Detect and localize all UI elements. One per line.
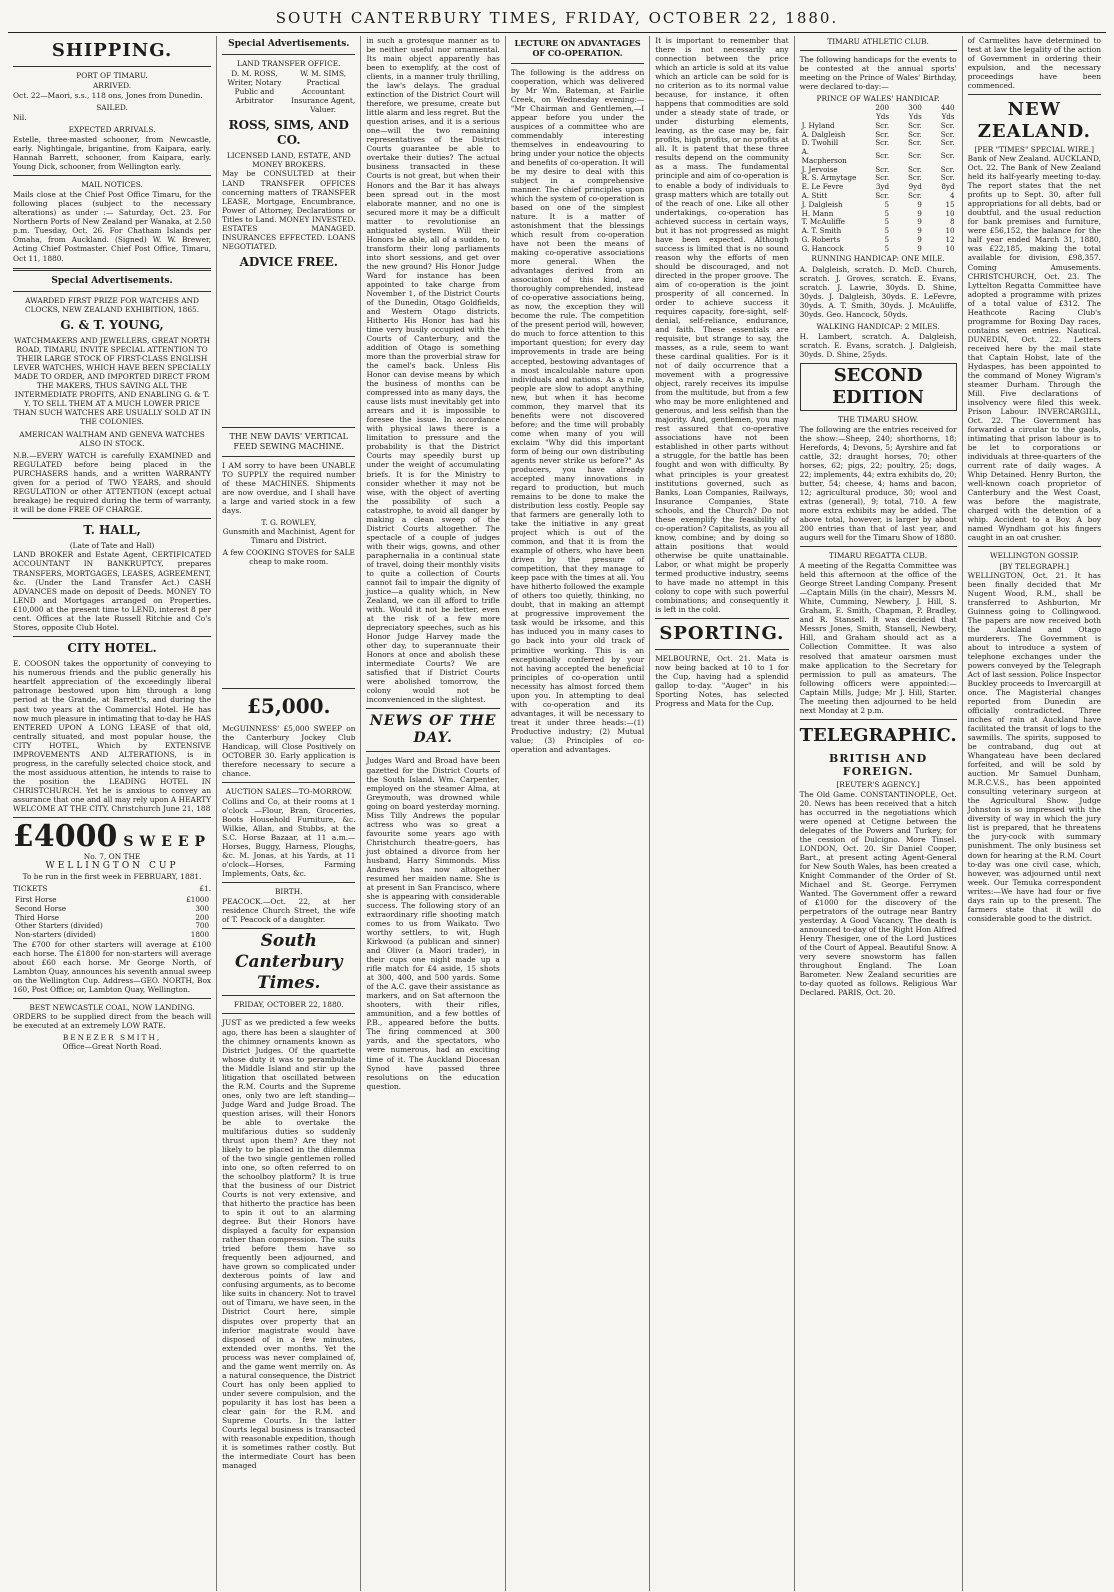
prize-amount: £1000 <box>186 894 210 904</box>
handicap-value: Scr. <box>907 138 922 148</box>
sweep-banner <box>13 818 212 854</box>
sweep-word: SWEEP <box>123 833 212 850</box>
handicap-value: Scr. <box>875 129 890 139</box>
tickets-price: £1. <box>199 883 212 893</box>
birth-heading: BIRTH. <box>275 887 303 897</box>
mail-heading: MAIL NOTICES. <box>81 180 143 190</box>
masthead: SOUTH CANTERBURY TIMES, FRIDAY, OCTOBER 22, 1880. <box>8 6 1106 33</box>
telegraph-line: [BY TELEGRAPH.] <box>999 561 1070 571</box>
pound-heading: £5,000. <box>247 694 331 719</box>
blank-space <box>222 569 355 684</box>
handicap-value: Scr. <box>875 191 890 200</box>
special-ads-heading: Special Advertisements. <box>51 275 173 286</box>
sweep-number: No. 7, ON THE <box>83 851 141 861</box>
prize-amount: 1800 <box>190 930 210 940</box>
handicap-value: 10 <box>945 208 955 218</box>
lecture-body: The following is the address on cooperation, which was delivered by Mr Wm. Bateman, at Fairlie Creek, on Wednesday evening:— "Mr Chairman and Gentlemen,—I appear before you under the auspices of a committee who are commendably interesting themselves in endeavouring to bring under your notice the objects and benefits of co-operation. It will be my desire to deal with this subject in a comprehensive manner. The chief principles upon which the system of co-operation is based on one of the simplest nature. It is a matter of astonishment that the blessings which result from co-operation have not been the means of making co-operative associations more general. When the advantages derived from an association of this kind, are thoroughly comprehended, instead of co-operative associations being, as now, the exception they will become the rule. The competition of the present period will, however, do much to force attention to this important question; for every day improvements in trade are being accepted, bestowing advantages of a most incalculable nature upon individuals and nations. As a rule, people are slow to adopt anything new, but when it has become common, they marvel that its benefits were not discovered before; and the time will probably come when many of you will exclaim "Why did this important form of being our own distributing agents never strike us before?" As producers, you have already accepted many innovations in regard to production, but much remains to be done to make the distribution less costly. People say that farmers are generally loth to take the initiative in any great project which is out of the common, and that it is from the example of others, who have been driven by the pressure of competition, that they manage to keep pace with the times at all. You have hitherto followed the example of others too quietly, thinking, no doubt, that in making an attempt at progressive improvement the task would be irksome, and this has induced you in many cases to go back into your old track of primitive working. This is an exceptionally conferred by your not having accepted the beneficial principles of co-operation until necessity has almost forced them upon you. In attempting to deal with co-operation and its advantages, it will be necessary to treat it under three heads:—(1) Productive industry; (2) Mutual value; (3) Principles of co-operation and advantages. <box>510 67 645 754</box>
handicap-value: 9yd <box>908 182 922 192</box>
nz-body: Bank of New Zealand. AUCKLAND, Oct. 22. The Bank of New Zealand held its half-yearly meeting to-day. The report states that the net profits up to Sept. 30, after full appropriations for all debts, bad or doubtful, and the usual reduction for bank premises and furniture, were £56,152, the balance for the half year ended March 31, 1880, was £22,185, making the total available for division, £98,357. Coming Amusements. CHRISTCHURCH, Oct. 23. The Lyttelton Regatta Committee have adopted a programme with prizes of a total value of £312. The Heathcote Racing Club's programme for Boxing Day races, contains seven entries. Nautical. DUNEDIN, Oct. 22. Letters received here by the mail state that Captain Hobst, late of the Hydaspes, has been appointed to the command of Money Wigram's steamer Durham. Through the Mill. Five declarations of insolvency were filed this week. Prison Labour. INVERCARGILL, Oct. 22. The Government has forwarded a circular to the gaols, intimating that prison labour is to be let to corporations or individuals at three-quarters of the current rate of daily wages. A Whip Detained. Henry Burton, the well-known coach proprietor of Canterbury and the West Coast, was before the magistrate, charged with the detention of a whip. Accident to a Boy. A boy named Wyndham got his fingers caught in an oat crusher. <box>967 154 1101 543</box>
divider <box>366 751 499 752</box>
handicap-value: 9 <box>917 217 922 227</box>
athletic-intro: The following handicaps for the events to be contested at the annual sports' meeting on the Prince of Wales' Birthday, were declared to-day:— <box>799 55 957 92</box>
column-2 <box>217 36 361 1591</box>
handicap-value: Scr. <box>907 191 922 200</box>
handicap-value: Scr. <box>940 164 955 174</box>
handicap-value: 9 <box>917 234 922 244</box>
handicap-value: 5 <box>884 243 890 253</box>
sporting-heading: SPORTING. <box>659 623 785 644</box>
prize-name: Other Starters (divided) <box>15 921 103 931</box>
handicap-value: Scr. <box>875 151 890 161</box>
divider <box>13 268 211 271</box>
expected-text: Estelle, three-masted schooner, from Newcastle, early. Nightingale, brigantine, from Kaipara, early. Hannah Barrett, schooner, from Kaipara, early. Young Dick, schooner, from Wellington early. <box>13 135 212 172</box>
athlete-name: J. Jervoise <box>801 164 838 174</box>
warranty-note: N.B.—EVERY WATCH is carefully EXAMINED and REGULATED before being placed in the PURCHASERS hands, and a written WARRANTY given for a period of TWO YEARS, and should REGULATION or other ATTENTION (except actual breakage) be required during the term of warranty, it will be done FREE OF CHARGE. <box>13 450 212 514</box>
prize-name: Second Horse <box>15 903 67 913</box>
hall-name: T. HALL, <box>83 522 141 537</box>
young-name: G. & T. YOUNG, <box>60 317 164 332</box>
divider <box>655 649 788 650</box>
stoves-text: A few COOKING STOVES for SALE cheap to make room. <box>222 548 355 567</box>
table-row <box>800 148 957 166</box>
special-wire: [PER "TIMES" SPECIAL WIRE.] <box>974 145 1095 155</box>
handicap-value: Scr. <box>940 138 955 148</box>
telegraphic-heading: TELEGRAPHIC. <box>799 724 957 746</box>
news-body: Judges Ward and Broad have been gazetted for the District Courts of the South Island. Wm. Carpenter, employed on the steamer Alma, at Greymouth, was drowned while going on board yesterday morning. Miss Tilly Andrews the popular actress who was so great a favourite some years ago with Christchurch theatre-goers, has just obtained a divorce from her husband, Harry Simmonds. Miss Andrews has now altogether resumed her maiden name. She is at present in San Francisco, where she is appearing with considerable success. The following story of an extraordinary rifle shooting match comes to us from Waikato. Two worthy settlers, to wit, Hugh Kirkwood (a publican and sinner) and Oliver (a Maori trader), in their cups one night made up a rifle match for £4 aside, 15 shots at 300, 400, and 500 yards. Some of the A.C. gave their assistance as markers, and on Sat afternoon the shooters, with their rifles, ammunition, and a few bottles of P.B., appeared before the butts. The firing commenced at 300 yards, and the spectators, who were numerous, had an exciting time of it. The Auckland Diocesan Synod have passed three resolutions on the education question. <box>366 756 500 1091</box>
handicap-value: 9 <box>917 226 922 236</box>
regatta-heading: TIMARU REGATTA CLUB. <box>829 551 928 561</box>
ross-sims-body: May be CONSULTED at their LAND TRANSFER OFFICES concerning matters of TRANSFER LEASE, Mortgage, Encumbrance, Power of Attorney, Declarations or Titles to Land. MONEY INVESTED. ESTATES MANAGED. INSURANCES EFFECTED. LOANS NEGOTIATED. <box>222 169 356 251</box>
sweep-amount: £4000 <box>13 818 118 854</box>
handicap-value: 12 <box>945 234 955 244</box>
coal-address: Office—Great North Road. <box>62 1042 162 1052</box>
rowley-subtitle: Gunsmith and Machinist, Agent for Timaru and District. <box>222 527 355 546</box>
divider <box>13 175 211 176</box>
gossip-body: WELLINGTON, Oct. 21. It has been finally decided that Mr Nugent Wood, R.M., shall be transferred to Ashburton, Mr Guinness going to Collingwood. The papers are now received both the Auckland and Otago murderers. The Government is about to introduce a system of telephone exchanges under the powers conveyed by the Telegraph Act of last session. Police Inspector Buckley proceeds to Invercargill at once. The Magisterial changes reported from Dunedin are officially contradicted. Three inches of rain at Auckland have facilitated the transit of logs to the sawmills. The spirits, supposed to be contraband, dug out at Whangateau have been declared forfeited, and will be sold by auction. Mr Samuel Dunham, M.R.C.V.S., has been appointed consulting veterinary surgeon at the Agricultural Show. Judge Johnston is so impressed with the diversity of way in which the jury list is prepared, that he threatens the jury-cock with summary punishment. The only business set down for hearing at the R.M. Court to-day was one civil case, which, however, was adjourned until next week. Our Temuka correspondent writes:—We have had four or five days rain up to the present. The farmers state that it will do considerable good to the district. <box>967 570 1101 923</box>
handicap-value: 5 <box>884 226 890 236</box>
prize-name: Non-starters (divided) <box>15 930 96 940</box>
athlete-name: T. McAuliffe <box>801 217 846 227</box>
sailed-text: Nil. <box>13 113 27 123</box>
land-office-heading: LAND TRANSFER OFFICE. <box>237 58 341 68</box>
handicap-value: Scr. <box>940 129 955 139</box>
divider <box>13 291 211 292</box>
award-text: AWARDED FIRST PRIZE FOR WATCHES AND CLOCKS, NEW ZEALAND EXHIBITION, 1865. <box>24 295 200 314</box>
ross-sims-header <box>222 69 355 114</box>
port-heading: PORT OF TIMARU. <box>76 70 148 80</box>
news-heading: NEWS OF THE DAY. <box>369 713 497 747</box>
tickets-line <box>13 884 211 893</box>
handicap-value: 5 <box>884 208 890 218</box>
athlete-name: H. Mann <box>801 208 834 218</box>
handicap-value: 9 <box>917 208 922 218</box>
prize-amount: 700 <box>195 921 210 931</box>
handicap-value: 10 <box>945 226 955 236</box>
sweep-cup: WELLINGTON CUP <box>45 860 179 871</box>
athlete-name: G. Hancock <box>801 243 844 253</box>
editorial-continued: in such a grotesque manner as to be neither useful nor ornamental. Its main object apparently has been to exemplify, at the cost of clients, in a manner truly thrilling, the law's delays. The gradual extinction of the District Court will therefore, we presume, create but little alarm and less regret. But the question arises, and it is a serious one—will the two remaining representatives of the District Courts guarantee be able to overtake their duties? The actual business transacted in these Courts is not great, but when their Honors and the Bar it has always been spread out in the most elaborate manner, and no one is secured more it may be a difficult matter to revolutionise an antiquated system. Will their Honors be able, all of a sudden, to transform their long parliaments into short sessions, and get over the new ground? His Honor Judge Ward for instance has been appointed to take charge from November 1, of the District Courts of the Dunedin, Otago Goldfields, and Western Otago districts. Hitherto His Honor has had his time very busily occupied with the Courts of Canterbury, and the addition of Otago is something more than the proverbial straw for the camel's back. Unless His Honor can devise means by which the business of months can be compressed into as many days, the cause lists must inevitably get into arrears and it is impossible to foresee the issue. In accordance with physical laws there is a limitation to pressure and the probability is that the District Courts may speedily burst up under the weight of accumulating briefs. It is for the Ministry to consider whether it may not be wise, with the object of averting the possibility of such a catastrophe, to avoid all danger by making a clean sweep of the District Courts altogether. The spectacle of a couple of judges with their wigs, gowns, and other paraphernalia in a continual state of travel, doing their monthly visits to quite a collection of Courts cannot fail to impair the dignity of justice—a quality which, in New Zealand, we can ill afford to trifle with. Would it not be better, even at the risk of a few more depreciatory speeches, such as his Honor Judge Harvey made the other day, to superannuate their Honors at once and abolish these intermediate Courts? We are satisfied that if District Courts were abolished tomorrow, the colony would not be inconvenienced in the slightest. <box>366 36 500 705</box>
divider <box>13 66 211 67</box>
paper-date: FRIDAY, OCTOBER 22, 1880. <box>233 1000 344 1010</box>
handicap-value: Scr. <box>907 120 922 130</box>
running-body: A. Dalgleish, scratch. D. McD. Church, scratch. J. Groves, scratch. E. Evans, scratch. J. Lawrie, 30yds. D. Shine, 30yds. J. Dalgleish, 30yds. E. LeFevre, 30yds. A. T. Smith, 30yds. J. McAuliffe, 30yds. Geo. Hancock, 50yds. <box>799 264 957 319</box>
divider <box>800 546 957 547</box>
pow-heading: PRINCE OF WALES' HANDICAP. <box>816 94 940 104</box>
walking-body: H. Lambert, scratch. A. Dalgleish, scratch. E. Evans, scratch. J. Dalgleish, 30yds. D. Shine, 25yds. <box>799 331 957 359</box>
ross-sims-subtitle: LICENSED LAND, ESTATE, AND MONEY BROKERS. <box>226 151 351 170</box>
reuter-line: [REUTER'S AGENCY.] <box>836 780 920 790</box>
mail-text: Mails close at the Chief Post Office Timaru, for the following places (subject to the necessary alterations) as under :— Saturday, Oct. 23. For Northern Ports of New Zealand per Wanaka, at 2.50 p.m. Tuesday, Oct. 26. For Chatham Islands per Omaha, from Auckland. (Signed) W. W. Brewer, Acting Chief Postmaster. Chief Post Office, Timaru, Oct 11, 1880. <box>13 190 212 263</box>
show-heading: THE TIMARU SHOW. <box>837 414 919 424</box>
athlete-name: A. Dalgleish <box>801 129 846 139</box>
column-header <box>800 104 859 122</box>
birth-body: PEACOCK.—Oct. 22, at her residence Church Street, the wife of T. Peacock of a daughter. <box>222 897 356 925</box>
city-hotel-heading: CITY HOTEL. <box>67 640 157 655</box>
column-header: 440 Yds <box>940 103 955 121</box>
handicap-value: Scr. <box>907 129 922 139</box>
handicap-value: 9 <box>917 199 922 209</box>
prize-name: First Horse <box>15 894 57 904</box>
arrived-label: ARRIVED. <box>92 80 132 90</box>
handicap-value: 4 <box>950 191 955 200</box>
handicap-value: Scr. <box>875 164 890 174</box>
athlete-name: A. Stitt <box>801 191 828 200</box>
column-6 <box>795 36 963 1591</box>
auction-heading: AUCTION SALES—TO-MORROW. <box>225 786 352 796</box>
divider <box>222 456 355 457</box>
ross-sims-name: ROSS, SIMS, AND CO. <box>228 118 349 147</box>
divider <box>13 636 211 637</box>
second-edition: SECOND EDITION <box>832 364 924 408</box>
ross-details: D. M. ROSS, Writer, Notary Public and Arbitrator <box>227 69 282 106</box>
handicap-value: Scr. <box>907 164 922 174</box>
table-row <box>800 245 957 254</box>
divider <box>655 618 788 619</box>
telegraphic-body: The Old Game. CONSTANTINOPLE, Oct. 20. News has been received that a hitch has occurred in the negotiations which were opened at Cetigne between the delegates of the Powers and Turkey, for the cession of Dulcigno. More Tinsel. LONDON, Oct. 20. Sir Daniel Cooper, Bart., at present acting Agent-General for New South Wales, has been created a Knight Commander of the Order of St. Michael and St. George. Ferrymen Wanted. The Government offer a reward of £1000 for the discovery of the perpetrators of the outrage near Bantry yesterday. A Good Vacancy. The death is announced to-day of the Right Hon Alfred Henry Thesiger, one of the Lord Justices of the Court of Appeal. Beautiful Snow. A very severe snowstorm has fallen throughout England. The Loan Barometer. New Zealand securities are to-day quoted as follows. Religious War Declared. PARIS, Oct. 20. <box>799 789 957 998</box>
divider <box>968 94 1101 95</box>
athlete-name: A. T. Smith <box>801 226 842 236</box>
athlete-name: A. Macpherson <box>801 147 847 165</box>
mcguinness-sweep: McGUINNESS' £5,000 SWEEP on the Canterbury Jockey Club Handicap, will Close Positively on OCTOBER 30. Early application is therefore necessary to secure a chance. <box>222 723 356 778</box>
arrived-text: Oct. 22—Maori, s.s., 118 ons, Jones from Dunedin. <box>13 91 203 101</box>
divider <box>222 882 355 883</box>
hall-body: LAND BROKER and Estate Agent, CERTIFICATED ACCOUNTANT IN BANKRUPTCY, prepares TRANSFERS, MORTGAGES, LEASES, AGREEMENT, &c. (Under the Land Transfer Act.) CASH ADVANCES made on deposit of Deeds. MONEY TO LEND and Mortgages arranged on Properties. £10,000 at the present time to LEND, interest 8 per cent. Offices at the late Russell Ritchie and Co's Stores, opposite Club Hotel. <box>13 550 212 632</box>
coal-body: ORDERS to be supplied direct from the beach will be executed at an extremely LOW RATE. <box>13 1012 212 1031</box>
divider <box>13 998 211 999</box>
prize-amount: 300 <box>195 903 210 913</box>
regatta-body: A meeting of the Regatta Committee was held this afternoon at the office of the George Street Landing Company. Present—Captain Mills (in the chair), Messrs M. White, Cumming, Newbery, J. Hill, S. Graham, E. Smith, Chapman, P. Bradley, and R. Stansell. It was decided that Messrs Jones, Smith, Stansell, Newbery, Hill, and Graham should act as a Collection Committee. It was also resolved that amateur oarsmen must make application to the Secretary for permission to pull as amateurs. The following officers were appointed:—Captain Mills, Judge; Mr J. Hill, Starter. The meeting then adjourned to be held next Monday at 2 p.m. <box>799 561 957 715</box>
divider <box>222 427 355 428</box>
show-body: The following are the entries received for the show:—Sheep, 240; shorthorns, 18; Herefords, 4; Devons, 5; Ayrshire and fat cattle, 32; draught horses, 70; other horses, 62; pigs, 22; poultry, 25; dogs, 22; implements, 44; extra exhibits do, 20; butter, 54; cheese, 4; hams and bacon, 12; agricultural produce, 30; wool and extras (general), 9; total, 710. A few more extra exhibits may be added. The above total, however, is larger by about 200 entries than that of last year, and augurs well for the Timaru Show of 1880. <box>799 424 957 543</box>
blank-space <box>222 273 355 423</box>
divider <box>222 1013 355 1014</box>
special-ads-heading-2: Special Advertisements. <box>228 39 350 49</box>
coal-signature: BENEZER SMITH, <box>62 1033 162 1043</box>
divider <box>13 518 211 519</box>
british-heading: BRITISH AND FOREIGN. <box>828 751 928 779</box>
column-header: 300 Yds <box>908 103 922 121</box>
divider <box>222 54 355 55</box>
sweep-note: The £700 for other starters will average at £100 each horse. The £1800 for non-starters will average about £60 each horse. Mr George North, of Lambton Quay, announces his seventh annual sweep on the Wellington Cup. Address—GEO. NORTH, Box 160, Post Office; or, Lambton Quay, Wellington. <box>13 939 212 995</box>
handicap-value: 5 <box>884 217 890 227</box>
lecture-heading: LECTURE ON ADVANTAGES OF CO-OPERATION. <box>514 38 641 58</box>
handicap-value: 8yd <box>941 182 955 192</box>
divider <box>800 50 957 51</box>
divider <box>366 708 499 709</box>
athletic-heading: TIMARU ATHLETIC CLUB. <box>827 37 929 46</box>
handicap-value: 5 <box>884 234 890 244</box>
walking-heading: WALKING HANDICAP: 2 MILES. <box>816 321 940 331</box>
table-row <box>13 931 211 940</box>
advice-free: ADVICE FREE. <box>239 254 338 269</box>
lecture-continued: It is important to remember that there is not necessarily any connection between the price which an article is sold at its value which an article can be sold for is no criterion as to its normal value because, for instance, it often happens that commodities are sold under a steady state of trade, or under disturbing elements, leaving, as the case may be, fair profits, high profits, or no profits at all. It is patent that these three results depend on the community as a mass. The fundamental principle and aim of co-operation is to enable a body of individuals to grasp matters which are totally out of the reach of one. Like all other undertakings, co-operation has achieved success in certain ways, but it has not progressed as might have been expected. Although success is limited that is no sound reason why the efforts of men should be discouraged, and not directed in the proper groove. The aim of co-operation is the joint prosperity of all concerned. In order to achieve success it requires capacity, fore-sight, self-denial, self-reliance, endurance, and faith. These essentials are requisite, but strange to say, the masses, as a rule, seem to want these cardinal qualities. For is it not of daily occurrence that a movement with a progressive object, rarely receives its impulse from the multitude, but from a few who may be more enlightened and generous, and less selfish than the majority. And, gentlemen, you may rest assured that co-operative associations have not been established in other parts without a struggle, for the battle has been fought and won with difficulty. By what principles is your greatest institutions governed, such as Banks, Loan Companies, Railways, Insurance Companies, State schools, and the Church? Do not these exemplify the feasibility of co-operation? Capitalists, as you all know, combine; and by doing so attain positions that would otherwise be quite unattainable. Labor, or what might be properly termed productive industry, seems to have made no attempt in this colony to cope with such powerful combinations; and consequently it is left in the cold. <box>655 36 789 614</box>
prize-table <box>13 896 211 940</box>
tickets-label: TICKETS <box>13 883 48 893</box>
expected-label: EXPECTED ARRIVALS. <box>68 125 156 135</box>
athlete-name: D. Twohill <box>801 138 839 148</box>
prize-amount: 200 <box>195 912 210 922</box>
pow-table-body <box>800 122 957 254</box>
handicap-value: Scr. <box>875 120 890 130</box>
column-header: 200 Yds <box>875 103 890 121</box>
nz-heading: NEW ZEALAND. <box>977 99 1091 143</box>
athlete-name: J. Dalgleish <box>801 199 843 209</box>
handicap-value: Scr. <box>940 151 955 161</box>
editorial-body: JUST as we predicted a few weeks ago, there has been a slaughter of the chimney ornaments known as District Judges. Of the quartette whose duty it was to perambulate the Middle Island and stir up the litigation that oscillated between the R.M. Courts and the Supreme ones, only two are left standing—Judge Ward and Judge Broad. The question arises, will their Honors be able to overtake the multifarious duties so suddenly thrust upon them? Are they not likely to be placed in the dilemma of the two single gentlemen rolled into one, so often referred to on the schoolboy platform? It is true that the business of our District Courts is not very extensive, and that hitherto the practice has been to spin it out to an alarming degree. But their Honors have displayed a faculty for expansion rather than compression. The suits tried before them have so frequently been adjourned, and have grown so complicated under dexterous points of law and confusing arguments, as to become like suits in chancery. Not to travel out of Timaru, we have seen, in the District Court here, simple disputes over property that an inferior magistrate would have disposed of in a few minutes, extended over months. Yet the process was never complained of, and the game went merrily on. As a natural consequence, the District Court has only been applied to under severe compulsion, and the popularity it has lost has been a clear gain for the R.M. and Supreme Courts. In the latter Courts legal business is transacted with reasonable expedition, though it is sometimes rather costly. But the intermediate Court has been managed <box>222 1018 356 1470</box>
prize-name: Third Horse <box>15 912 60 922</box>
davis-heading: THE NEW DAVIS' VERTICAL FEED SEWING MACHINE. <box>229 432 348 452</box>
handicap-value: Scr. <box>875 138 890 148</box>
athlete-name: R. S. Armytage <box>801 173 857 183</box>
athlete-name: E. Le Fevre <box>801 182 844 192</box>
column-7 <box>963 36 1106 1591</box>
handicap-value: Scr. <box>940 120 955 130</box>
divider <box>800 719 957 720</box>
handicap-value: 3yd <box>875 182 890 192</box>
sweep-run: To be run in the first week in FEBRUARY, 1881. <box>22 871 202 881</box>
handicap-value: Scr. <box>940 173 955 183</box>
column-3 <box>361 36 505 1591</box>
column-4 <box>506 36 650 1591</box>
handicap-value: 5 <box>884 199 890 209</box>
sporting-body: MELBOURNE, Oct. 21. Mata is now being backed at 10 to 1 for the Cup, having had a splendid gallop to-day. "Auger" in his Sporting Notes, has selected Progress and Mata for the Cup. <box>655 653 789 709</box>
sims-details: W. M. SIMS, Practical Accountant Insurance Agent, Valuer. <box>290 69 356 115</box>
coal-heading: BEST NEWCASTLE COAL, NOW LANDING. <box>29 1003 195 1013</box>
divider <box>13 817 211 818</box>
handicap-value: 8 <box>950 217 955 227</box>
paper-title: South Canterbury Times. <box>222 928 355 996</box>
carmelites-text: of Carmelites have determined to test at law the legality of the action of Government in ordering their expulsion, and the necessary proceedings have been commenced. <box>967 36 1101 91</box>
athlete-name: J. Hyland <box>801 120 835 130</box>
column-1 <box>8 36 217 1591</box>
divider <box>511 63 644 64</box>
divider <box>968 546 1101 547</box>
running-heading: RUNNING HANDICAP: ONE MILE. <box>811 254 945 264</box>
table-header <box>800 104 957 122</box>
handicap-value: Scr. <box>907 151 922 161</box>
young-body: WATCHMAKERS AND JEWELLERS, GREAT NORTH ROAD, TIMARU, INVITE SPECIAL ATTENTION TO THEIR LARGE STOCK OF FIRST-CLASS ENGLISH LEVER WATCHES, WHICH HAVE BEEN SPECIALLY MADE TO ORDER, AND IMPORTED DIRECT FROM THE MAKERS, THUS SAVING ALL THE INTERMEDIATE PROFITS, AND ENABLING G. & T. Y. TO SELL THEM AT A MUCH LOWER PRICE THAN SUCH WATCHES ARE USUALLY SOLD AT IN THE COLONIES. <box>13 336 211 427</box>
divider <box>222 782 355 783</box>
davis-body: I AM sorry to have been UNABLE TO SUPPLY the required number of these MACHINES. Shipments are now overdue, and I shall have a large and varied stock in a few days. <box>222 460 356 516</box>
auction-body: Collins and Co, at their rooms at 1 o'clock —Flour, Bran, Groceries, Boots Household Furniture, &c. Wilkie, Allan, and Stubbs, at the S.C. Horse Bazaar, at 11 a.m.—Horses, Buggy, Harness, Ploughs, &c. M. Jonas, at his Yards, at 11 o'clock—Horses, Farming Implements, Oats, &c. <box>222 796 356 879</box>
handicap-value: 15 <box>945 199 955 209</box>
handicap-value: 10 <box>945 243 955 253</box>
handicap-value: Scr. <box>875 173 890 183</box>
handicap-value: 9 <box>917 243 922 253</box>
column-5 <box>650 36 794 1591</box>
pow-table <box>800 104 957 253</box>
sailed-label: SAILED. <box>96 103 128 113</box>
rowley-name: T. G. ROWLEY, <box>261 518 317 528</box>
athlete-name: G. Roberts <box>801 234 841 244</box>
divider <box>222 688 355 689</box>
city-hotel-body: E. COOSON takes the opportunity of conveying to his numerous friends and the public generally his heartfelt appreciation of the exceedingly liberal patronage bestowed upon him through a long period at the Grande, at Barrett's, and during the past two years at the Commercial Hotel. He has now much pleasure in intimating that to-day he HAS ENTERED UPON A LONG LEASE of that old, centrally situated, and most popular house, the CITY HOTEL, Which by EXTENSIVE IMPROVEMENTS AND ALTERATIONS, is in progress, in the carefully selected choice stock, and the most assiduous attention, he intends to raise to the position the LEADING HOTEL IN CHRISTCHURCH. Yet he is anxious to convey an assurance that one and all may rely upon A HEARTY WELCOME AT THE CITY. Christchurch June 21, 188 <box>13 659 212 813</box>
american-watches: AMERICAN WALTHAM AND GENEVA WATCHES ALSO IN STOCK. <box>19 429 205 448</box>
shipping-heading: SHIPPING. <box>51 40 173 61</box>
hall-subtitle: (Late of Tate and Hall) <box>69 541 155 551</box>
handicap-value: Scr. <box>907 173 922 183</box>
gossip-heading: WELLINGTON GOSSIP. <box>989 551 1079 561</box>
columns <box>8 36 1106 1591</box>
table-row <box>800 139 957 148</box>
